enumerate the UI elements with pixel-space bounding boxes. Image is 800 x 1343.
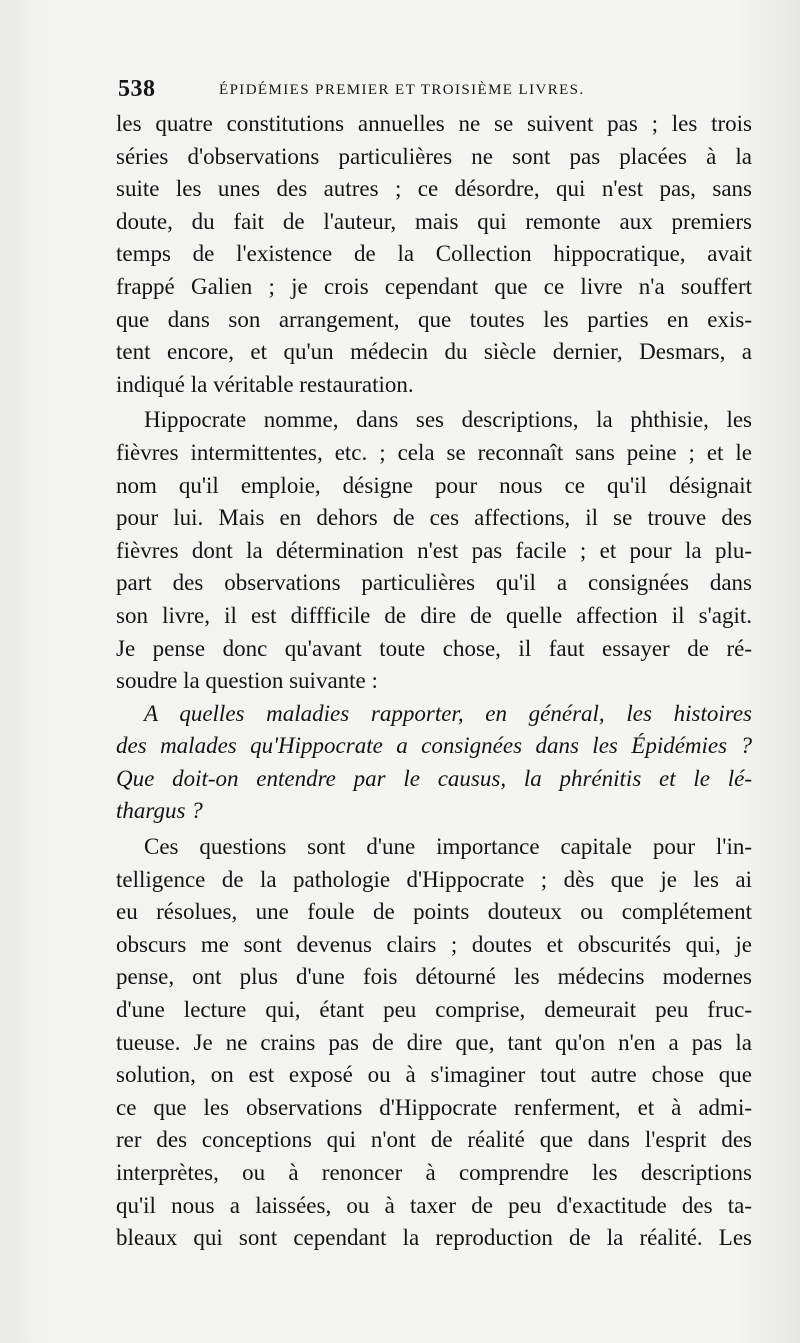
text-line: nom qu'il emploie, désigne pour nous ce qu'il désignait [116,472,752,498]
text-line: ce que les observations d'Hippocrate renferment, et à admi- [116,1094,752,1120]
text-line: fièvres dont la détermination n'est pas facile ; et pour la plu- [116,537,752,563]
text-line: doute, du fait de l'auteur, mais qui remonte aux premiers [116,208,752,234]
text-line: Je pense donc qu'avant toute chose, il faut essayer de ré- [116,635,752,661]
text-line: frappé Galien ; je crois cependant que ce livre n'a souffert [116,273,752,299]
text-line: d'une lecture qui, étant peu comprise, demeurait peu fruc- [116,997,752,1023]
italic-question-line: A quelles maladies rapporter, en général, les histoires [144,700,752,726]
text-line: soudre la question suivante : [116,668,378,694]
text-line: pense, ont plus d'une fois détourné les médecins modernes [116,964,752,990]
text-line: indiqué la véritable restauration. [116,371,414,397]
text-line: temps de l'existence de la Collection hippocratique, avait [116,241,752,267]
text-line: suite les unes des autres ; ce désordre, qui n'est pas, sans [116,176,752,202]
text-line: interprètes, ou à renoncer à comprendre les descriptions [116,1160,752,1185]
text-line: part des observations particulières qu'il a consignées dans [116,570,752,596]
italic-question-line: thargus ? [116,798,203,824]
running-title: ÉPIDÉMIES PREMIER ET TROISIÈME LIVRES. [219,82,585,98]
body-text [116,108,752,1255]
text-line: son livre, il est diffficile de dire de quelle affection il s'agit. [116,602,752,628]
text-line: tueuse. Je ne crains pas de dire que, tant qu'on n'en a pas la [116,1029,752,1055]
text-line: Hippocrate nomme, dans ses descriptions, la phthisie, les [144,407,752,433]
text-line: solution, on est exposé ou à s'imaginer tout autre chose que [116,1062,752,1088]
text-line: que dans son arrangement, que toutes les parties en exis- [116,306,752,332]
text-line: pour lui. Mais en dehors de ces affections, il se trouve des [116,505,752,531]
text-line: eu résolues, une foule de points douteux ou complétement [116,899,752,925]
text-line: Ces questions sont d'une importance capitale pour l'in- [144,834,752,860]
page-header [118,76,754,104]
text-line: séries d'observations particulières ne sont pas placées à la [116,143,752,169]
text-line: fièvres intermittentes, etc. ; cela se reconnaît sans peine ; et le [116,439,752,465]
text-line: telligence de la pathologie d'Hippocrate ; dès que je les ai [116,866,752,892]
text-line: tent encore, et qu'un médecin du siècle dernier, Desmars, a [116,339,752,365]
text-line: bleaux qui sont cependant la reproduction de la réalité. Les [116,1225,752,1251]
text-line: les quatre constitutions annuelles ne se suivent pas ; les trois [116,111,752,136]
text-line: obscurs me sont devenus clairs ; doutes et obscurités qui, je [116,931,752,957]
text-line: qu'il nous a laissées, ou à taxer de peu d'exactitude des ta- [116,1192,752,1218]
italic-question-line: des malades qu'Hippocrate a consignées dans les Épidémies ? [116,733,752,759]
page-number: 538 [118,76,156,102]
text-line: rer des conceptions qui n'ont de réalité que dans l'esprit des [116,1127,752,1153]
italic-question-line: Que doit-on entendre par le causus, la phrénitis et le lé- [116,765,752,791]
